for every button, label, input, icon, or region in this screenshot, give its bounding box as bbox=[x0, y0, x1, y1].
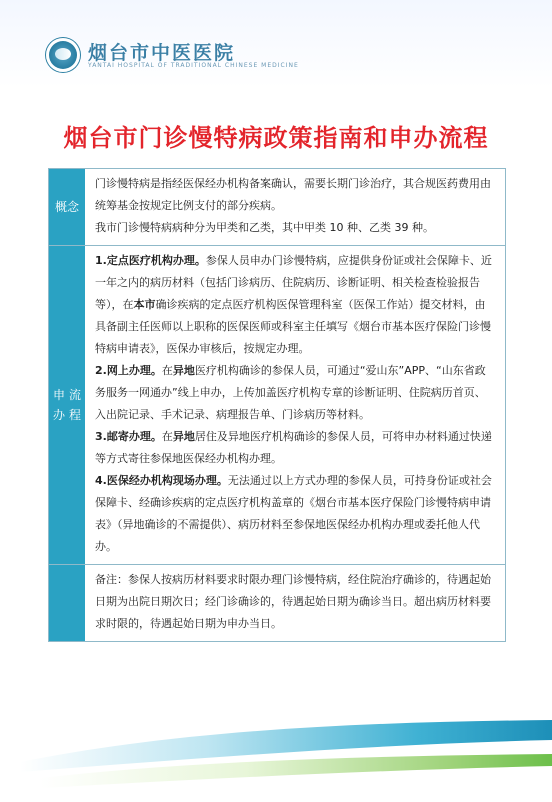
hospital-header bbox=[46, 38, 346, 74]
process-row bbox=[49, 245, 505, 564]
step-4-text-a: 无法通过以上方式办理的参保人员，可持身份证或社会保障卡、经确诊疾病的定点医疗机构盖章的《烟台市基本医疗保险门诊慢特病申请表》（异地确诊的不需提供）、病历材料至参保地医保经办机构办理或委托他人代办。 bbox=[95, 474, 492, 553]
step-3-text-b: 居住及异地医疗机构确诊的参保人员，可将申办材料通过快递等方式寄往参保地医保经办机构办理。 bbox=[95, 430, 492, 465]
note-row bbox=[49, 564, 505, 641]
process-content bbox=[85, 246, 505, 564]
page-title: 烟台市门诊慢特病政策指南和申办流程 bbox=[63, 124, 489, 152]
process-step-4 bbox=[95, 470, 495, 558]
concept-paragraph-1: 门诊慢特病是指经医保经办机构备案确认，需要长期门诊治疗，其合规医药费用由统筹基金按规定比例支付的部分疾病。 bbox=[95, 177, 491, 212]
step-3-text-a: 在 bbox=[161, 430, 173, 443]
note-label-spacer bbox=[49, 565, 85, 641]
step-1-heading: 1.定点医疗机构办理。 bbox=[95, 254, 206, 267]
process-step-3 bbox=[95, 426, 495, 470]
step-3-heading: 3.邮寄办理。 bbox=[95, 430, 162, 443]
step-2-emphasis: 异地 bbox=[172, 364, 195, 377]
step-3-emphasis: 异地 bbox=[172, 430, 195, 443]
step-1-emphasis: 本市 bbox=[133, 298, 156, 311]
concept-content bbox=[85, 169, 505, 245]
note-content bbox=[85, 565, 505, 641]
step-2-text-b: 医疗机构确诊的参保人员，可通过“爱山东”APP、“山东省政务服务一网通办”线上申办，上传加盖医疗机构专章的诊断证明、住院病历首页、入出院记录、手术记录、病理报告单、门诊病历等材料。 bbox=[95, 364, 486, 421]
note-text: 备注：参保人按病历材料要求时限办理门诊慢特病，经住院治疗确诊的，待遇起始日期为出院日期次日；经门诊确诊的，待遇起始日期为确诊当日。超出病历材料要求时限的，待遇起始日期为申办当日。 bbox=[95, 573, 491, 630]
hospital-name: 烟台市中医医院 bbox=[88, 42, 236, 64]
hospital-name-en: YANTAI HOSPITAL OF TRADITIONAL CHINESE MEDICINE bbox=[88, 62, 299, 69]
bottom-wave-decoration bbox=[0, 700, 552, 802]
concept-row bbox=[49, 169, 505, 245]
concept-label: 概念 bbox=[49, 169, 85, 245]
process-step-1 bbox=[95, 250, 495, 360]
concept-paragraph-2: 我市门诊慢特病病种分为甲类和乙类，其中甲类 10 种、乙类 39 种。 bbox=[95, 221, 434, 234]
hospital-logo-icon bbox=[46, 38, 80, 72]
step-4-heading: 4.医保经办机构现场办理。 bbox=[95, 474, 228, 487]
step-1-text-a: 参保人员申办门诊慢特病，应提供身份证或社会保障卡、近一年之内的病历材料（包括门诊病历、住院病历、诊断证明、相关检查检验报告等），在 bbox=[95, 254, 492, 311]
step-2-heading: 2.网上办理。 bbox=[95, 364, 162, 377]
process-step-2 bbox=[95, 360, 495, 426]
process-label-line2: 流程 bbox=[68, 388, 81, 422]
process-label bbox=[49, 246, 85, 564]
policy-table bbox=[48, 168, 506, 642]
step-1-text-b: 确诊疾病的定点医疗机构医保管理科室（医保工作站）提交材料，由具备副主任医师以上职称的医保医师或科室主任填写《烟台市基本医疗保险门诊慢特病申请表》，医保办审核后，按规定办理。 bbox=[95, 298, 491, 355]
process-label-line1: 申办 bbox=[52, 388, 65, 422]
step-2-text-a: 在 bbox=[161, 364, 173, 377]
